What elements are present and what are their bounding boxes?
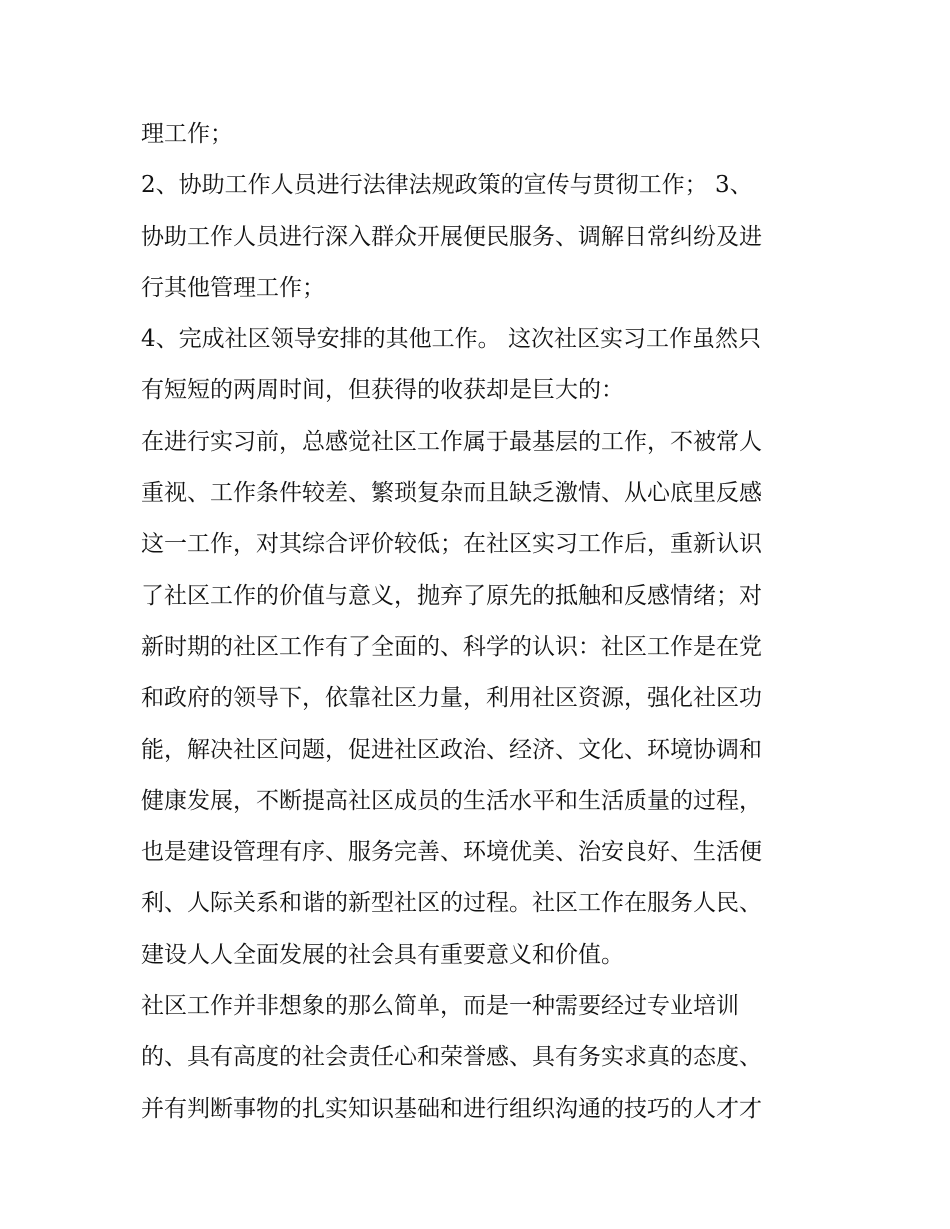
text-line: 建设人人全面发展的社会具有重要意义和价值。 bbox=[141, 941, 624, 968]
text-line: 这一工作，对其综合评价较低；在社区实习工作后，重新认识 bbox=[141, 531, 762, 558]
text-line: 社区工作并非想象的那么简单，而是一种需要经过专业培训 bbox=[141, 993, 739, 1020]
text-line: 4、完成社区领导安排的其他工作。 这次社区实习工作虽然只 bbox=[141, 326, 761, 353]
text-line: 重视、工作条件较差、繁琐复杂而且缺乏激情、从心底里反感 bbox=[141, 480, 762, 507]
text-line: 在进行实习前，总感觉社区工作属于最基层的工作，不被常人 bbox=[141, 428, 762, 455]
text-line: 的、具有高度的社会责任心和荣誉感、具有务实求真的态度、 bbox=[141, 1044, 762, 1071]
text-line: 能，解决社区问题，促进社区政治、经济、文化、环境协调和 bbox=[141, 736, 762, 763]
text-line: 了社区工作的价值与意义，抛弃了原先的抵触和反感情绪；对 bbox=[141, 582, 762, 609]
document-body bbox=[141, 109, 821, 1135]
text-line: 利、人际关系和谐的新型社区的过程。社区工作在服务人民、 bbox=[141, 890, 762, 917]
text-line: 健康发展，不断提高社区成员的生活水平和生活质量的过程， bbox=[141, 787, 762, 814]
text-line: 和政府的领导下，依靠社区力量，利用社区资源，强化社区功 bbox=[141, 685, 762, 712]
text-line: 有短短的两周时间，但获得的收获却是巨大的： bbox=[141, 377, 624, 404]
text-line: 新时期的社区工作有了全面的、科学的认识：社区工作是在党 bbox=[141, 633, 762, 660]
text-line: 也是建设管理有序、服务完善、环境优美、治安良好、生活便 bbox=[141, 839, 762, 866]
text-line: 并有判断事物的扎实知识基础和进行组织沟通的技巧的人才才 bbox=[141, 1095, 762, 1122]
text-line: 2、协助工作人员进行法律法规政策的宣传与贯彻工作； 3、 bbox=[141, 172, 753, 199]
text-line: 协助工作人员进行深入群众开展便民服务、调解日常纠纷及进 bbox=[141, 223, 762, 250]
text-line: 理工作； bbox=[141, 121, 233, 147]
text-line: 行其他管理工作； bbox=[141, 274, 325, 301]
